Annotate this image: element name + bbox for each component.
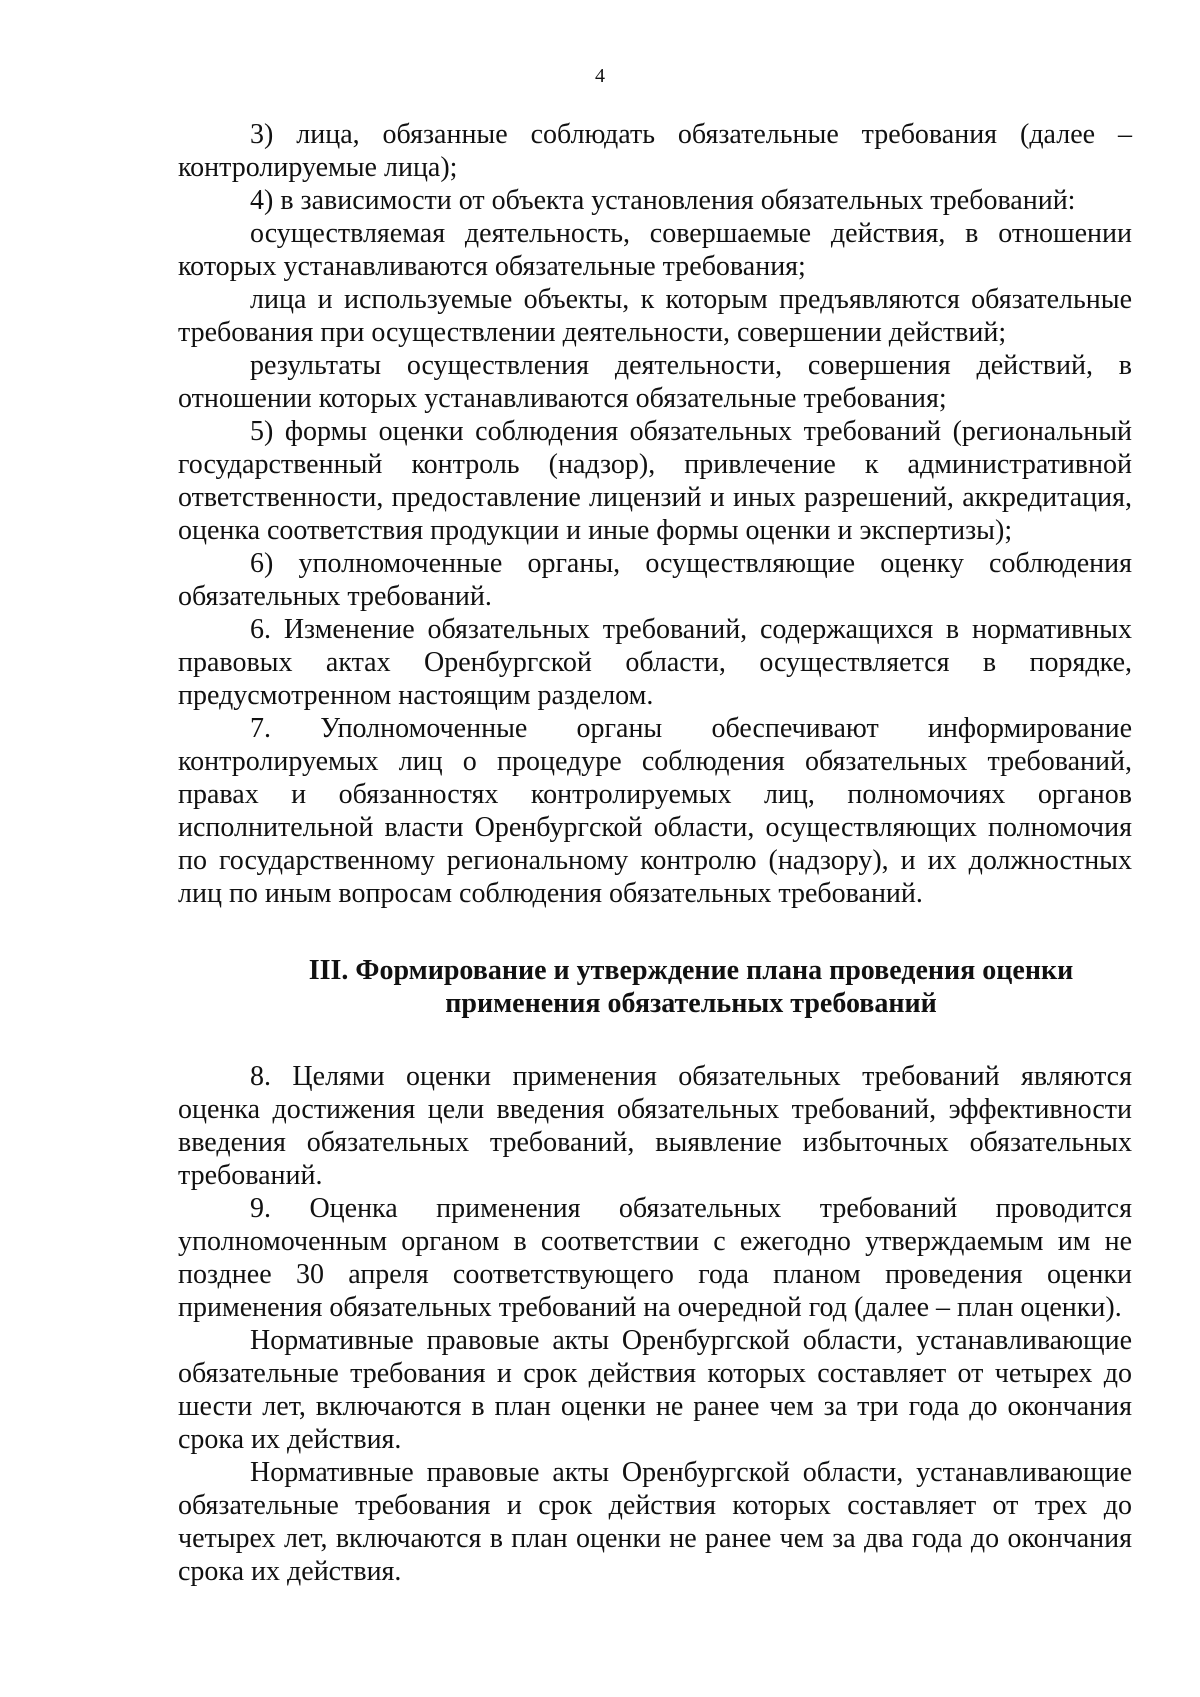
paragraph-results: результаты осуществления деятельности, совершения действий, в отношении которых устанавливаются обязательные требования;: [178, 350, 1132, 414]
paragraph-clause-7: 7. Уполномоченные органы обеспечивают информирование контролируемых лиц о процедуре соблюдения обязательных требований, правах и обязанностях контролируемых лиц, полномочиях органов исполнительной власти Оренбургской области, осуществляющих полномочия по государственному региональному контролю (надзору), и их должностных лиц по иным вопросам соблюдения обязательных требований.: [178, 713, 1132, 909]
document-body: [178, 118, 1132, 1588]
paragraph-clause-9: 9. Оценка применения обязательных требований проводится уполномоченным органом в соответствии с ежегодно утверждаемым им не позднее 30 апреля соответствующего года планом проведения оценки применения обязательных требований на очередной год (далее – план оценки).: [178, 1193, 1132, 1323]
paragraph-persons-objects: лица и используемые объекты, к которым предъявляются обязательные требования при осуществлении деятельности, совершении действий;: [178, 284, 1132, 348]
section-heading: [178, 954, 1132, 1020]
paragraph-four-to-six-years: Нормативные правовые акты Оренбургской области, устанавливающие обязательные требования и срок действия которых составляет от четырех до шести лет, включаются в план оценки не ранее чем за три года до окончания срока их действия.: [178, 1325, 1132, 1455]
page-number: 4: [595, 65, 605, 87]
section-heading-line-2: применения обязательных требований: [445, 988, 937, 1019]
paragraph-item-3: 3) лица, обязанные соблюдать обязательные требования (далее – контролируемые лица);: [178, 119, 1132, 183]
paragraph-three-to-four-years: Нормативные правовые акты Оренбургской области, устанавливающие обязательные требования и срок действия которых составляет от трех до четырех лет, включаются в план оценки не ранее чем за два года до окончания срока их действия.: [178, 1457, 1132, 1587]
section-heading-line-1: III. Формирование и утверждение плана проведения оценки: [308, 955, 1074, 986]
paragraph-clause-6: 6. Изменение обязательных требований, содержащихся в нормативных правовых актах Оренбургской области, осуществляется в порядке, предусмотренном настоящим разделом.: [178, 614, 1132, 711]
paragraph-activity: осуществляемая деятельность, совершаемые действия, в отношении которых устанавливаются обязательные требования;: [178, 218, 1132, 282]
paragraph-item-5: 5) формы оценки соблюдения обязательных требований (региональный государственный контроль (надзор), привлечение к административной ответственности, предоставление лицензий и иных разрешений, аккредитация, оценка соответствия продукции и иные формы оценки и экспертизы);: [178, 416, 1132, 546]
paragraph-clause-8: 8. Целями оценки применения обязательных требований являются оценка достижения цели введения обязательных требований, эффективности введения обязательных требований, выявление избыточных обязательных требований.: [178, 1061, 1132, 1191]
paragraph-item-6: 6) уполномоченные органы, осуществляющие оценку соблюдения обязательных требований.: [178, 548, 1132, 612]
paragraph-item-4: 4) в зависимости от объекта установления обязательных требований:: [250, 185, 1076, 216]
